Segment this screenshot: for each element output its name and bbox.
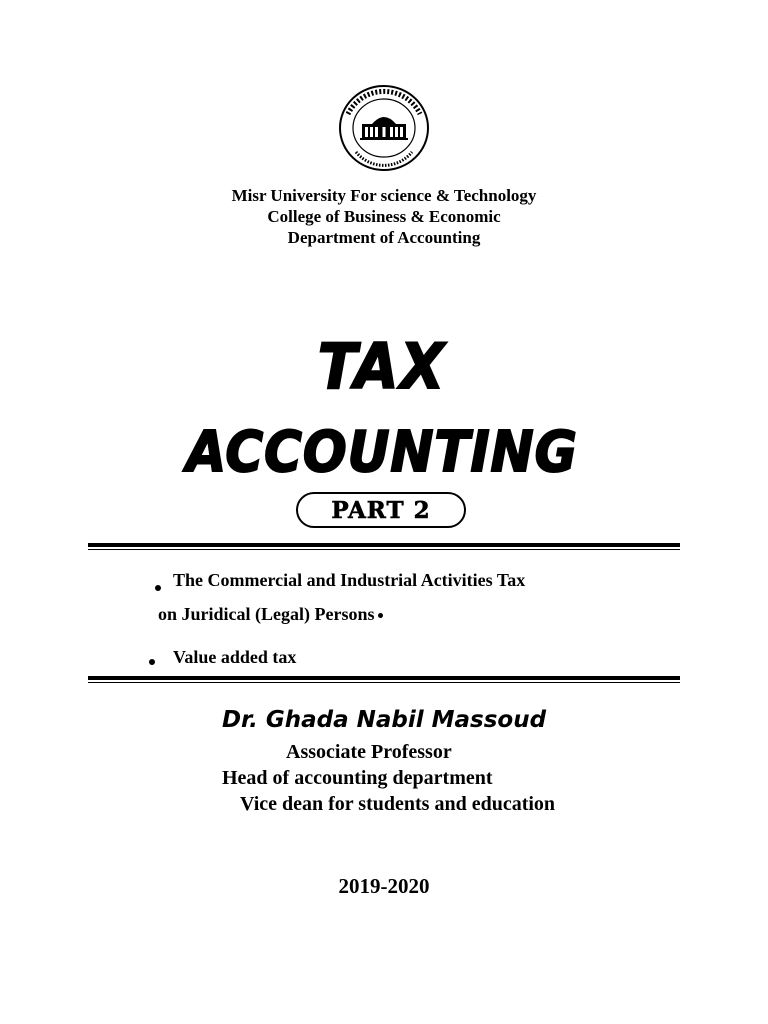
department-name: Department of Accounting xyxy=(287,228,481,247)
author-name: Dr. Ghada Nabil Massoud xyxy=(221,707,547,733)
topic-item-1-line-2: on Juridical (Legal) Persons xyxy=(158,604,375,624)
author-role-vice-dean: Vice dean for students and education xyxy=(240,793,556,815)
college-name: College of Business & Economic xyxy=(267,207,501,226)
divider-bottom xyxy=(88,676,680,683)
part-label: PART 2 xyxy=(331,496,431,524)
topic-item-1: The Commercial and Industrial Activities Tax xyxy=(173,570,526,590)
part-badge xyxy=(296,492,466,528)
period-dot-icon xyxy=(378,613,383,618)
title-tax: TAX xyxy=(317,330,447,403)
title-accounting: ACCOUNTING xyxy=(186,420,578,485)
academic-year: 2019-2020 xyxy=(338,874,430,898)
university-name: Misr University For science & Technology xyxy=(231,186,537,205)
must-seal-icon xyxy=(334,84,434,176)
bullet-icon xyxy=(149,659,155,665)
topic-item-2: Value added tax xyxy=(173,647,297,667)
topic-item-1-continued xyxy=(158,603,383,625)
author-role-head: Head of accounting department xyxy=(222,767,493,789)
bullet-icon xyxy=(155,585,161,591)
university-logo xyxy=(334,84,434,176)
author-role-associate-professor: Associate Professor xyxy=(286,741,452,763)
divider-top xyxy=(88,543,680,550)
